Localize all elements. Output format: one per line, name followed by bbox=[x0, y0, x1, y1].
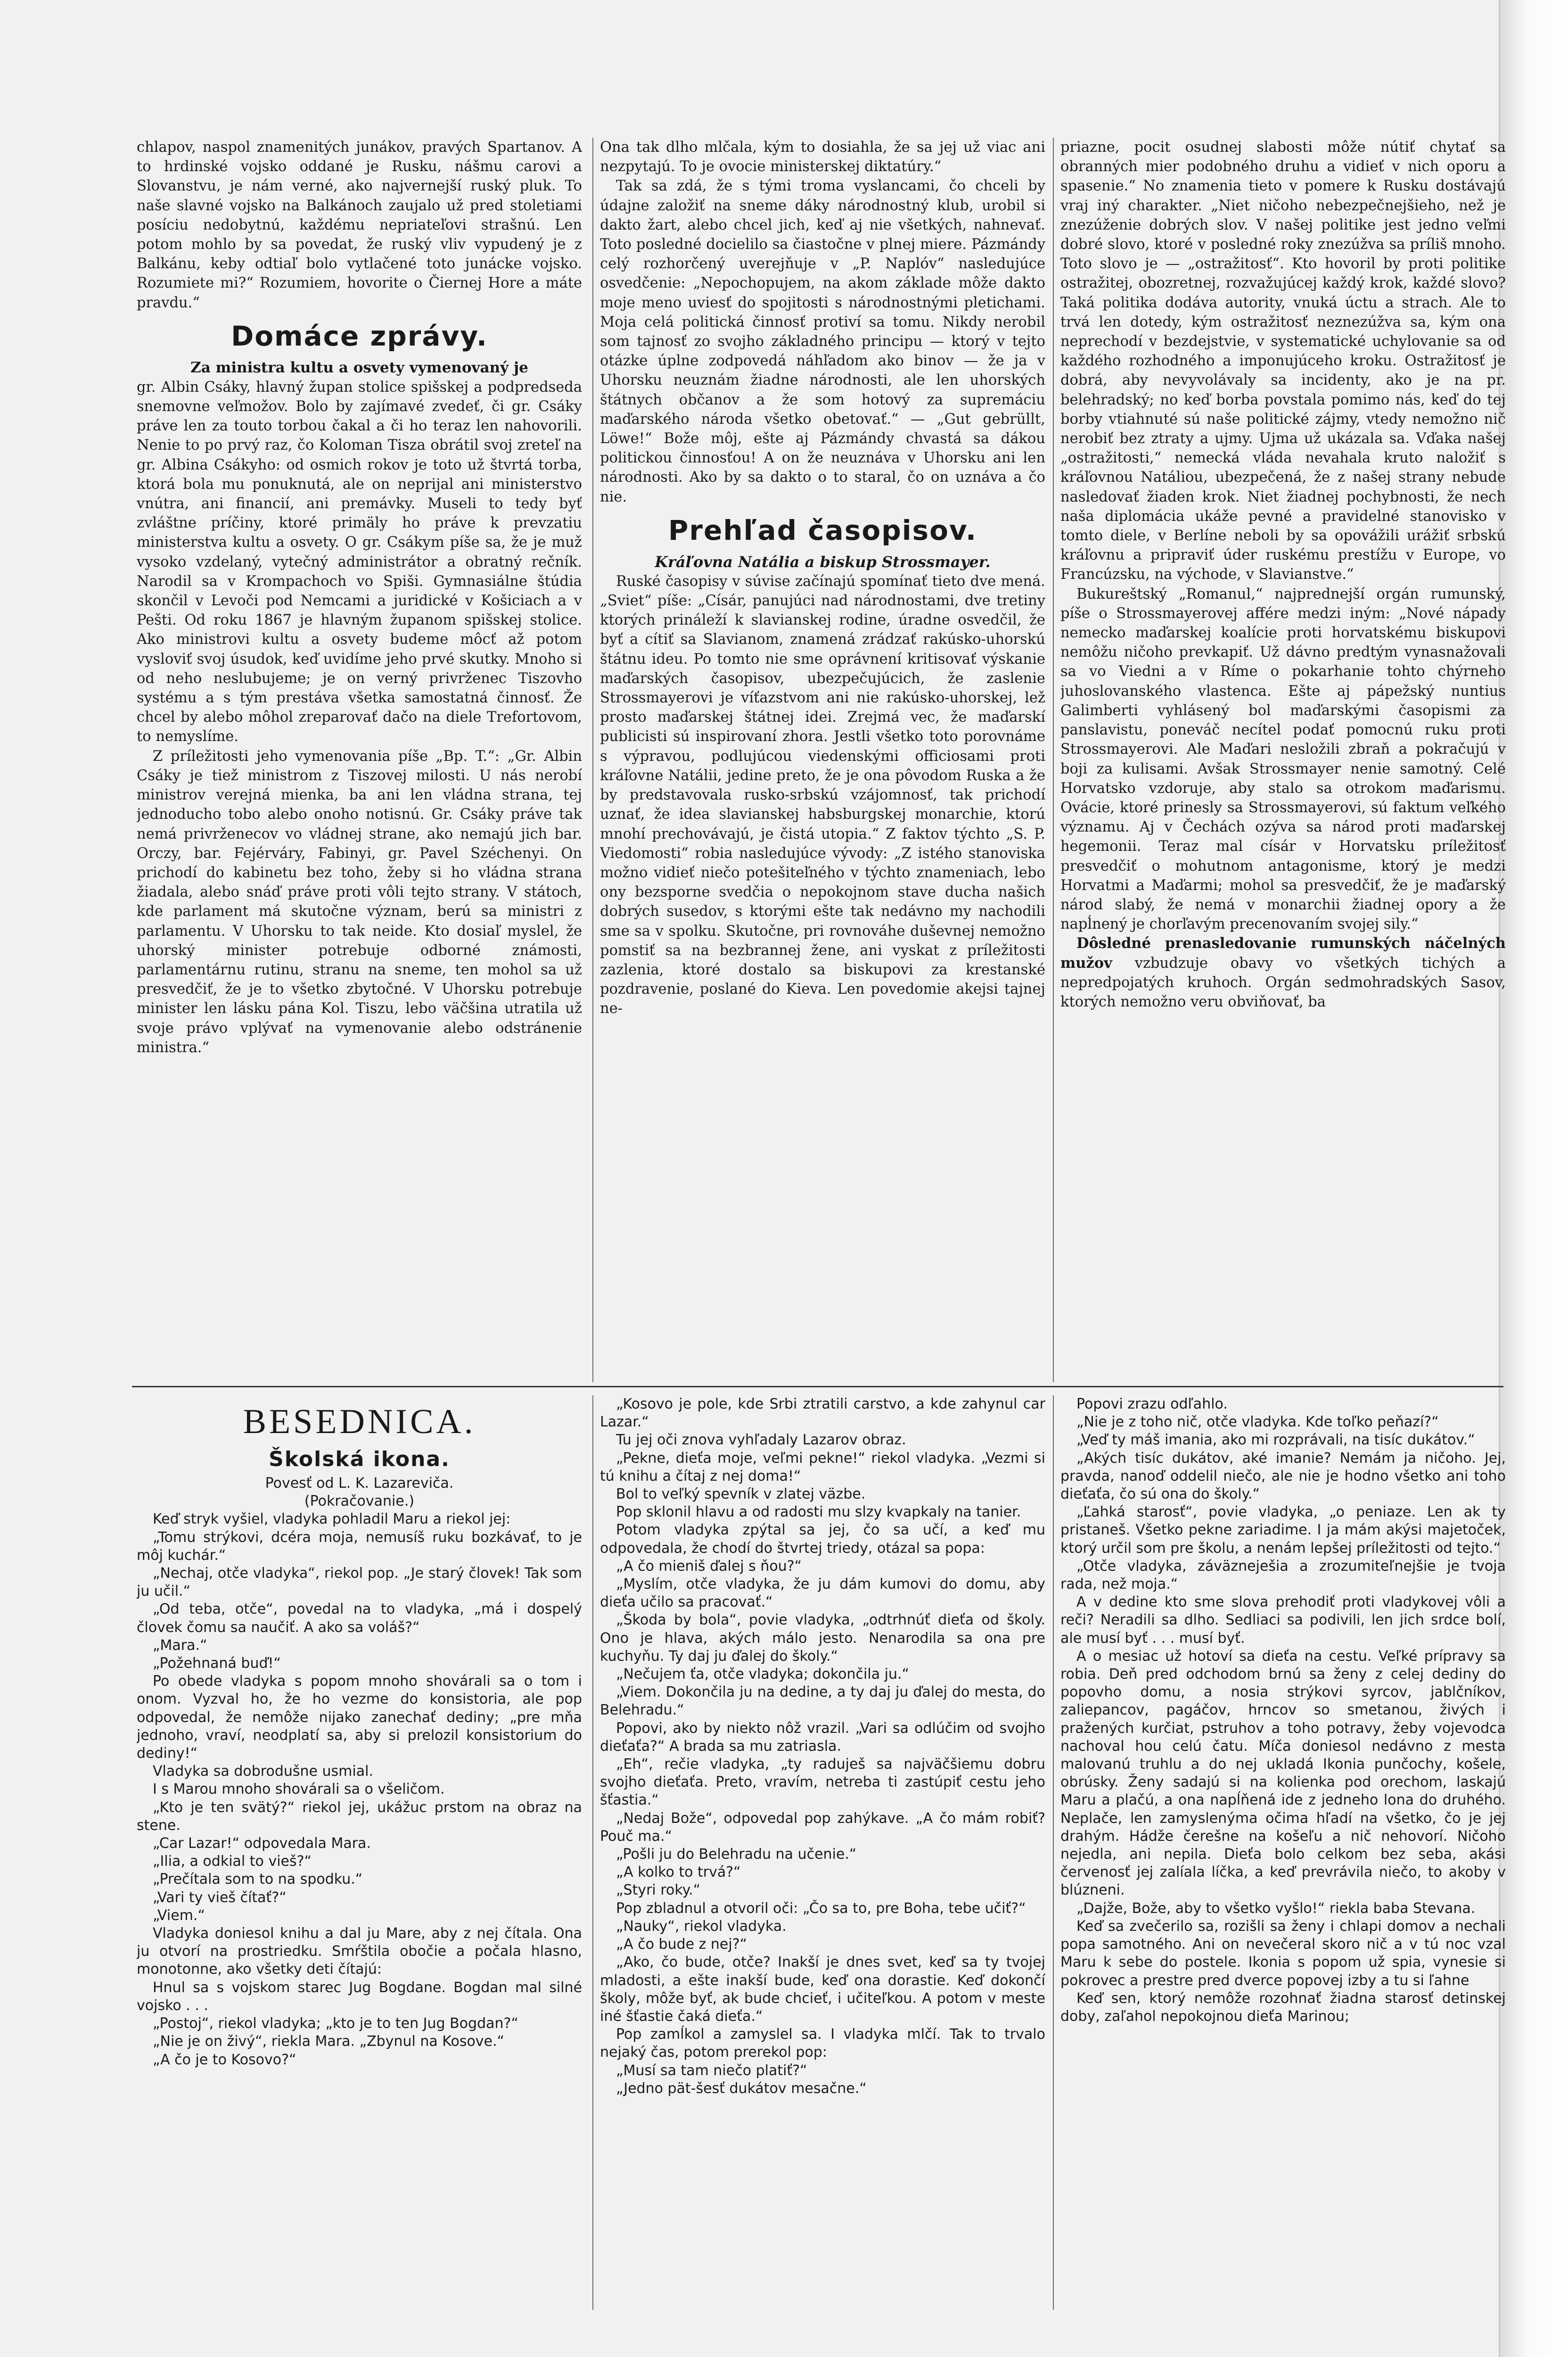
paragraph: „Myslím, otče vladyka, že ju dám kumovi do domu, aby dieťa učilo sa pracovať.“ bbox=[600, 1576, 1045, 1611]
paragraph: „Jedno pät-šesť dukátov mesačne.“ bbox=[616, 2080, 867, 2097]
paragraph: „Viem.“ bbox=[153, 1907, 205, 1924]
paragraph: Po obede vladyka s popom mnoho shovárali sa o tom i onom. Vyzval ho, že ho vezme do konsistoria, ale pop odpovedal, že nemôže nijako zanechať dediny; „pre mňa jednoho, vraví, neodplatí sa, aby si prelozil konsistorium do dediny!“ bbox=[137, 1673, 582, 1762]
paragraph: Pop zamĺkol a zamyslel sa. I vladyka mlčí. Tak to trvalo nejaký čas, potom prerekol pop: bbox=[600, 2026, 1045, 2061]
paragraph: Vladyka sa dobrodušne usmial. bbox=[153, 1763, 373, 1780]
paragraph: Keď stryk vyšiel, vladyka pohladil Maru a riekol jej: bbox=[153, 1511, 511, 1528]
paragraph: I s Marou mnoho shovárali sa o všeličom. bbox=[153, 1781, 445, 1798]
paragraph: Ruské časopisy v súvise začínajú spomínať tieto dve mená. „Sviet“ píše: „Císár, panujúci nad národnostami, dve tretiny ktorých prináleží k slavianskej rodine, úradne osvedčil, že byť a cítiť sa Slavianom, znamená zrádzať rakúsko-uhorskú štátnu ideu. Po tomto nie sme oprávnení kritisovať výskanie maďarských časopisov, ubezpečujúcich, že zaslenie Strossmayerovi je víťazstvom ani nie rakúsko-uhorskej, lež prosto maďarskej štátnej idei. Zrejmá vec, že maďarskí publicisti sú inspirovaní zhora. Jestli všetko toto porovnáme s výpravou, podlujúcou viedenskými officiosami proti kráľovne Natálii, jedine preto, že je ona pôvodom Ruska a že by predstavovala rusko-srbskú vzájomnosť, tak prichodí uznať, že idea slavianskej habsburgskej monarchie, ktorú mnohí prechovávajú, je čistá utopia.“ Z faktov týchto „S. P. Viedomosti“ robia nasledujúce vývody: „Z istého stanoviska možno vidieť niečo potešiteľného v týchto znameniach, lebo ony bezsporne svedčia o nepokojnom stave ducha našich dobrých susedov, s ktorými ešte tak nedávno my nachodili sme sa v spolku. Skutočne, pri rovnováhe duševnej nemožno pomstiť sa na bezbrannej žene, ani vyskat z príležitosti zazlenia, ktoré dostalo sa biskupovi za krestanské pozdravenie, poslané do Kieva. Len povedomie akejsi tajnej ne- bbox=[600, 573, 1045, 1017]
paragraph: priazne, pocit osudnej slabosti môže nútiť chytať sa obranných mier podobného druhu a vidieť v nich oporu a spasenie.“ No znamenia tieto v pomere k Rusku dostávajú vraj iný charakter. „Niet ničoho nebezpečnejšieho, než je znezúženie dobrých slov. V našej politike jest jedno veľmi dobré slovo, ktoré v posledné roky znezúžva sa príliš mnoho. Toto slovo je — „ostražitosť“. Kto hovoril by proti politike ostražitej, obozretnej, rozvažujúcej každý krok, každé slovo? Taká politika dodáva autority, vnuká úctu a strach. Ale to trvá len dotedy, kým ostražitosť neznezúžva sa, kým ona neprechodí v bezdejstvie, v systematické uchylovanie sa od každého rozhodného a imponujúceho kroku. Ostražitosť je dobrá, aby nevyvolávaly sa incidenty, ako je na pr. belehradský; no keď borba povstala pomimo nás, keď do tej borby vtiahnuté sú naše politické zájmy, vtedy nemožno nič nerobiť bez ztraty a ujmy. Ujma už ukázala sa. Vďaka našej „ostražitosti,“ nemecká vláda nevahala kruto naložiť s kráľovnou Natáliou, ubezpečená, že z našej strany nebude nasledovať žiaden krok. Niet žiadnej pochybnosti, že nech naša diplomácia ukáže pevné a pravidelné stanovisko v tomto diele, v Berlíne neboli by sa opovážili urážiť srbskú kráľovnu a pripraviť úder ruskému prestížu v Europe, vo Francúzsku, na východe, v Slavianstve.“ bbox=[1060, 139, 1506, 583]
byline: Povesť od L. K. Lazareviča. bbox=[265, 1475, 454, 1492]
paragraph: gr. Albin Csáky, hlavný župan stolice spišskej a podpredseda snemovne veľmožov. Bolo by zajímavé zvedeť, či gr. Csáky práve len za touto torbou čakal a či ho teraz len nahovorili. Nenie to po prvý raz, čo Koloman Tisza obrátil svoj zreteľ na gr. Albina Csákyho: od osmich rokov je toto už štvrtá torba, ktorá bola mu ponuknutá, ale on neprijal ani ministerstvo vnútra, ani financií, ani premávky. Museli to tedy byť zvláštne príčiny, ktoré primäly ho práve k prevzatiu ministerstva kultu a osvety. O gr. Csákym píše sa, že je muž vysoko vzdelaný, vytečný administrátor a obratný rečník. Narodil sa v Krompachoch vo Spiši. Gymnasiálne štúdia skončil v Levoči pod Nemcami a juridické v Košiciach a v Pešti. Od roku 1867 je hlavným županom spišskej stolice. Ako ministrovi kultu a osvety budeme môcť až potom vysloviť svoj úsudok, keď uvidíme jeho prvé skutky. Mnoho si od neho neslubujeme; je on verný privrženec Tiszovho systému a s tým prestáva všetka samostatná činnosť. Že chcel by alebo môhol zreparovať dačo na diele Trefortovom, to nemyslíme. bbox=[137, 379, 582, 745]
paragraph: „A kolko to trvá?“ bbox=[616, 1864, 741, 1881]
paragraph: „Tomu strýkovi, dcéra moja, nemusíš ruku bozkávať, to je môj kuchár.“ bbox=[137, 1529, 582, 1564]
paragraph: „Veď ty máš imania, ako mi rozprávali, na tisíc dukátov.“ bbox=[1076, 1432, 1475, 1449]
paragraph: A o mesiac už hotoví sa dieťa na cestu. Veľké prípravy sa robia. Deň pred odchodom brnú sa ženy z celej dediny do popovho domu, a nosia strýkovi syrcov, jablčníkov, zaliepancov, pagáčov, hrncov so smetanou, živých i pražených kurčiat, pstruhov a toho potravy, žeby vojevodca nachoval hou celú čatu. Míča doniesol nedávno z mesta malovanú truhlu a do nej ukladá Ikonia punčochy, košele, obrúsky. Ženy sadajú si na kolienka pod orechom, laskajú Maru a plačú, a ona napĺňená ide z jedneho lona do druhého. Neplače, len zamyslenýma očima hľadí na všetko, čo je jej drahým. Hádže čerešne na košeľu a nič nehovorí. Ničoho nejedla, ani nepila. Dieťa bolo celkom bez seba, akási červenosť jej zalíala líčka, a keď prevrávila niečo, to akoby v blúzneni. bbox=[1060, 1648, 1506, 1899]
besednica-column-2 bbox=[600, 1395, 1045, 2310]
paragraph: „Požehnaná buď!“ bbox=[153, 1655, 281, 1672]
paragraph: Pop sklonil hlavu a od radosti mu slzy kvapkaly na tanier. bbox=[616, 1504, 1021, 1521]
paragraph: „Pekne, dieťa moje, veľmi pekne!“ riekol vladyka. „Vezmi si tú knihu a čítaj z nej doma!“ bbox=[600, 1450, 1045, 1484]
section-heading-domace: Domáce zprávy. bbox=[231, 320, 488, 352]
paragraph: „Nečujem ťa, otče vladyka; dokončila ju.“ bbox=[616, 1666, 910, 1683]
paragraph: Potom vladyka zpýtal sa jej, čo sa učí, a keď mu odpovedala, že chodí do štvrtej triedy, otázal sa popa: bbox=[600, 1522, 1045, 1557]
paragraph: „Otče vladyka, záväzneješia a zrozumiteľnejšie je tvoja rada, než moja.“ bbox=[1060, 1558, 1506, 1593]
paragraph: Tu jej oči znova vyhľadaly Lazarov obraz. bbox=[616, 1432, 906, 1449]
paragraph: „Akých tisíc dukátov, aké imanie? Nemám ja ničoho. Jej, pravda, nanoď oddelil niečo, ale nie je hodno všetko ani toho dieťaťa, čo sú ona do školy.“ bbox=[1060, 1450, 1506, 1503]
paragraph: „Nie je z toho nič, otče vladyka. Kde toľko peňazí?“ bbox=[1076, 1414, 1439, 1431]
besednica-title: BESEDNICA. bbox=[243, 1402, 476, 1441]
paragraph: chlapov, naspol znamenitých junákov, pravých Spartanov. A to hrdinské vojsko oddané je Rusku, nášmu carovi a Slovanstvu, je nám verné, ako najvernejší ruský pluk. To naše slavné vojsko na Balkánoch zaujalo už pred stoletiami posíciu nedobytnú, každému nepriateľovi strašnú. Len potom mohlo by sa povedat, že ruský vliv vypudený je z Balkánu, keby odtiaľ bolo vytlačené toto junácke vojsko. Rozumiete mi?“ Rozumiem, hovorite o Čiernej Hore a máte pravdu.“ bbox=[137, 139, 582, 311]
paragraph: „Pošli ju do Belehradu na učenie.“ bbox=[616, 1846, 857, 1863]
paragraph: Tak sa zdá, že s tými troma vyslancami, čo chceli by údajne založiť na sneme dáky národnostný klub, urobil si dakto žart, alebo chcel jich, keď aj nie všetkých, nahnevať. Toto posledné docielilo sa čiastočne v plnej miere. Pázmándy celý rozhorčený uverejňuje v „P. Naplóv“ nasledujúce osvedčenie: „Nepochopujem, na akom základe môže dakto moje meno uviesť do spojitosti s národnostnými pletichami. Moja celá politická činnosť protiví sa tomu. Nikdy nerobil som tajnosť zo svojho základného principu — ktorý v tejto otázke úplne zodpovedá náhľadom ako binov — že ja v Uhorsku neuznám žiadne národnosti, ale len uhorských štátnych občanov a že som hotový za supremáciu maďarského národa všetko obetovať.“ — „Gut gebrüllt, Löwe!“ Bože môj, ešte aj Pázmándy chvastá sa dákou politickou činnosťou! A on že neuznáva v Uhorsku ani len národnosti. Ako by sa dakto o to staral, čo on uznáva a čo nie. bbox=[600, 178, 1045, 505]
paragraph: „Eh“, rečie vladyka, „ty raduješ sa najväčšiemu dobru svojho dieťaťa. Preto, vravím, netreba ti zastúpiť cestu jeho šťastia.“ bbox=[600, 1756, 1045, 1809]
paragraph: „Kosovo je pole, kde Srbi ztratili carstvo, a kde zahynul car Lazar.“ bbox=[600, 1396, 1045, 1431]
section-subheading: Kráľovna Natália a biskup Strossmayer. bbox=[655, 552, 991, 571]
story-title: Školská ikona. bbox=[269, 1447, 450, 1471]
paragraph: Ona tak dlho mlčala, kým to dosiahla, že sa jej už viac ani nezpytajú. To je ovocie ministerskej diktatúry.“ bbox=[600, 139, 1045, 175]
continuation-note: (Pokračovanie.) bbox=[304, 1493, 415, 1510]
paragraph: „Od teba, otče“, povedal na to vladyka, „má i dospelý človek čomu sa naučiť. A ako sa voláš?“ bbox=[137, 1601, 582, 1636]
besednica-column-1 bbox=[137, 1395, 582, 2310]
paragraph: „Nauky“, riekol vladyka. bbox=[616, 1918, 787, 1935]
paragraph: „Viem. Dokončila ju na dedine, a ty daj ju ďalej do mesta, do Belehradu.“ bbox=[600, 1684, 1045, 1719]
paragraph: „Škoda by bola“, povie vladyka, „odtrhnúť dieťa od školy. Ono je hlava, akých málo jesto. Nenarodila sa ona pre kuchyňu. Ty daj ju ďalej do školy.“ bbox=[600, 1612, 1045, 1665]
paragraph: Keď sa zvečerilo sa, rozišli sa ženy i chlapi domov a nechali popa samotného. Ani on nevečeral skoro nič a v tú noc vzal Maru k sebe do postele. Ikonia s popom už spia, vynesie si pokrovec a prestre pred dverce popovej izby a tu si ľahne bbox=[1060, 1918, 1506, 1989]
paragraph: „Prečítala som to na spodku.“ bbox=[153, 1871, 363, 1888]
column-rule bbox=[1053, 138, 1054, 1382]
paragraph: „Kto je ten svätý?“ riekol jej, ukážuc prstom na obraz na stene. bbox=[137, 1799, 582, 1834]
paragraph: Popovi, ako by niekto nôž vrazil. „Vari sa odlúčim od svojho dieťaťa?“ A brada sa mu zatriasla. bbox=[600, 1720, 1045, 1755]
paragraph-text: vzbudzuje obavy vo všetkých tichých a nepredpojatých kruhoch. Orgán sedmohradských Sasov, ktorých nemožno veru obviňovať, ba bbox=[1060, 955, 1506, 1010]
bold-lead: Dôsledné prenasledovanie rumunských náčelných mužov bbox=[1060, 935, 1506, 972]
paragraph: „Postoj“, riekol vladyka; „kto je to ten Jug Bogdan?“ bbox=[153, 2015, 518, 2032]
paragraph: Vladyka doniesol knihu a dal ju Mare, aby z nej čítala. Ona ju otvorí na prostriedku. Smŕštila obočie a počala hlasno, monotonne, ako všetky deti čítajú: bbox=[137, 1925, 582, 1978]
feuilleton-rule bbox=[132, 1386, 1503, 1387]
paragraph: „A čo je to Kosovo?“ bbox=[153, 2051, 296, 2068]
paragraph: „Vari ty vieš čítať?“ bbox=[153, 1889, 287, 1906]
paragraph: „Ilia, a odkial to vieš?“ bbox=[153, 1853, 312, 1870]
paragraph: „Nie je on živý“, riekla Mara. „Zbynul na Kosove.“ bbox=[153, 2033, 505, 2050]
paragraph: „Dajže, Bože, aby to všetko vyšlo!“ riekla baba Stevana. bbox=[1076, 1900, 1476, 1917]
paragraph: Bukureštský „Romanul,“ najprednejší orgán rumunský, píše o Strossmayerovej affére medzi iným: „Nové nápady nemecko maďarskej koalície proti horvatskému biskupovi nemôžu ničoho prevkapiť. Už dávno predtým vynasnažovali sa vo Viedni a v Ríme o pokarhanie tohto chýrneho juhoslovanského vlastenca. Ešte aj pápežský nuntius Galimberti vyhlásený bol maďarskými časopismi za panslavistu, poneváč necítel podať pomocnú ruku proti Strossmayerovi. Ale Maďari nesložili zbraň a pokračujú v boji za kulisami. Avšak Strossmayer nenie samotný. Celé Horvatsko vzdoruje, aby stalo sa otrokom maďarismu. Ovácie, ktoré prinesly sa Strossmayerovi, sú faktum veľkého významu. Aj v Čechách ozýva sa národ proti maďarskej hegemonii. Teraz mal císár v Horvatsku príležitosť presvedčiť o mohutnom antagonisme, ktorý je medzi Horvatmi a Maďarmi; mohol sa presvedčiť, že je maďarský národ slabý, že nemá v monarchii žiadnej opory a že napĺnený je chorľavým precenovaním svojej sily.“ bbox=[1060, 585, 1506, 933]
column-rule bbox=[592, 138, 593, 1382]
besednica-column-3 bbox=[1060, 1395, 1506, 2310]
top-column-2 bbox=[600, 138, 1045, 1382]
paragraph: A v dedine kto sme slova prehodiť proti vladykovej vôli a reči? Neradili sa dlho. Sedliaci sa podivili, len jich srdce bolí, ale musí byť . . . musí byť. bbox=[1060, 1594, 1506, 1647]
section-subheading: Za ministra kultu a osvety vymenovaný je bbox=[190, 359, 528, 376]
page-edge bbox=[1499, 0, 1568, 2357]
paragraph: Hnul sa s vojskom starec Jug Bogdane. Bogdan mal silné vojsko . . . bbox=[137, 1979, 582, 2014]
paragraph: „Mara.“ bbox=[153, 1637, 207, 1654]
paragraph: „Nechaj, otče vladyka“, riekol pop. „Je starý človek! Tak som ju učil.“ bbox=[137, 1565, 582, 1600]
top-column-1 bbox=[137, 138, 582, 1382]
paragraph: „Styri roky.“ bbox=[616, 1882, 701, 1899]
paragraph: Pop zbladnul a otvoril oči: „Čo sa to, pre Boha, tebe učiť?“ bbox=[616, 1900, 1026, 1917]
top-column-3 bbox=[1060, 138, 1506, 1382]
paragraph: „Car Lazar!“ odpovedala Mara. bbox=[153, 1835, 371, 1852]
paragraph: Keď sen, ktorý nemôže rozohnať žiadna starosť detinskej doby, zaľahol nepokojnou dieťa Marinou; bbox=[1060, 1990, 1506, 2025]
column-rule bbox=[592, 1395, 593, 2310]
paragraph: „Nedaj Bože“, odpovedal pop zahýkave. „A čo mám robiť? Pouč ma.“ bbox=[600, 1810, 1045, 1845]
paragraph: Z príležitosti jeho vymenovania píše „Bp. T.“: „Gr. Albin Csáky je tiež ministrom z Tiszovej milosti. U nás nerobí ministrov verejná mienka, ba ani len vládna strana, tej jednoducho tobo alebo onoho notisnú. Gr. Csáky práve tak nemá privrženecov vo vládnej strane, ako nemajú jich bar. Orczy, bar. Fejérváry, Fabinyi, gr. Pavel Széchenyi. On prichodí do kabinetu bez toho, žeby si ho vládna strana žiadala, alebo snáď práve proti vôli tejto strany. V státoch, kde parlament má skutočne význam, berú sa ministri z parlamentu. V Uhorsku to tak neide. Kto dosiaľ myslel, že uhorský minister potrebuje odborné známosti, parlamentárnu rutinu, stranu na sneme, ten mohol sa už presvedčiť, že je to všetko zbytočné. V Uhorsku potrebuje minister len lásku pána Kol. Tiszu, lebo väčšina utratila už svoje právo vplývať na vymenovanie alebo odstránenie ministra.“ bbox=[137, 748, 582, 1056]
paragraph: „A čo mieniš ďalej s ňou?“ bbox=[616, 1558, 802, 1574]
column-rule bbox=[1053, 1395, 1054, 2310]
paragraph: „Ľahká starosť“, povie vladyka, „o peniaze. Len ak ty pristaneš. Všetko pekne zariadime. I ja mám akýsi majetoček, ktorý určil som pre školu, a nenám lepšej príležitosti od tejto.“ bbox=[1060, 1504, 1506, 1557]
paragraph: „Ako, čo bude, otče? Inakší je dnes svet, keď sa ty tvojej mladosti, a ešte inakší bude, keď ona dorastie. Keď dokončí školy, môže byť, ak bude chcieť, i učiteľkou. A potom v meste iné šťastie čaká dieťa.“ bbox=[600, 1954, 1045, 2025]
paragraph: „Musí sa tam niečo platiť?“ bbox=[616, 2062, 807, 2079]
paragraph bbox=[1060, 934, 1506, 1012]
paragraph: „A čo bude z nej?“ bbox=[616, 1936, 747, 1953]
paragraph: Bol to veľký spevník v zlatej väzbe. bbox=[616, 1486, 866, 1503]
paragraph: Popovi zrazu odľahlo. bbox=[1076, 1396, 1228, 1412]
section-heading-prehlad: Prehľad časopisov. bbox=[668, 514, 977, 546]
